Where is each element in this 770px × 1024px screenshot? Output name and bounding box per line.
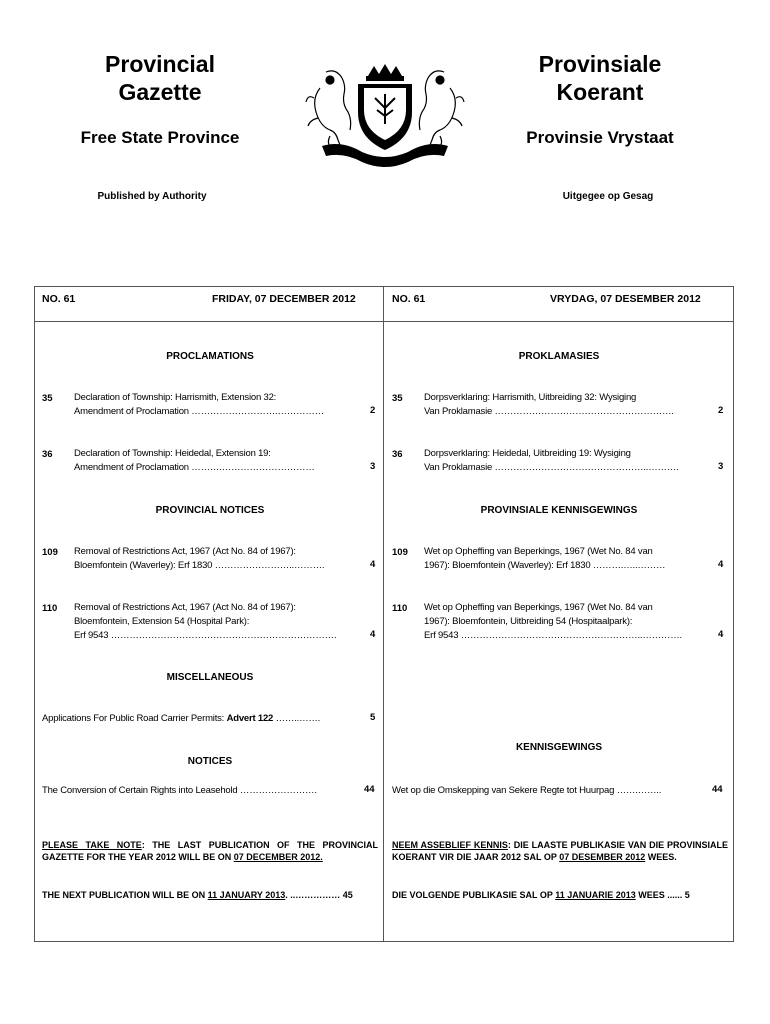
notice-entry-page: 44 (364, 784, 375, 795)
notice-page: 4 (718, 629, 724, 640)
provinsiale-kennisgewings-heading: PROVINSIALE KENNISGEWINGS (480, 505, 638, 516)
notice-number: 109 (42, 547, 58, 558)
next-publication-end: WEES ...... 5 (635, 890, 690, 900)
notice-line: Erf 9543 …………………………………………………..…………. (424, 630, 682, 641)
english-title-line2: Gazette (118, 79, 202, 105)
notice-line: Erf 9543 ………………………………………………………………. (74, 630, 337, 641)
notice-line: Removal of Restrictions Act, 1967 (Act No. 84 of 1967): (74, 546, 296, 557)
provincial-notices-heading: PROVINCIAL NOTICES (155, 505, 265, 516)
notice-page: 4 (718, 559, 724, 570)
proclamation-line: Declaration of Township: Harrismith, Extension 32: (74, 392, 277, 403)
proclamation-number: 36 (42, 449, 53, 460)
notice-number: 110 (392, 603, 408, 614)
next-publication-page: 45 (342, 890, 353, 900)
proclamation-number: 36 (392, 449, 403, 460)
proclamation-number: 35 (392, 393, 403, 404)
next-publication-body: DIE VOLGENDE PUBLIKASIE SAL OP (392, 890, 556, 900)
notice-entry-page: 44 (712, 784, 723, 795)
notice-line: 1967): Bloemfontein (Waverley): Erf 1830 ……….…..……… (424, 560, 666, 571)
take-note-text (392, 839, 728, 863)
notice-number: 110 (42, 603, 58, 614)
notices-heading: NOTICES (187, 756, 233, 767)
proclamation-line: Dorpsverklaring: Heidedal, Uitbreiding 19: Wysiging (424, 448, 631, 459)
english-province: Free State Province (80, 128, 240, 147)
proclamation-title (424, 391, 674, 419)
proclamation-number: 35 (42, 393, 53, 404)
notice-line: 1967): Bloemfontein, Uitbreiding 54 (Hospitaalpark): (424, 616, 633, 627)
english-published: Published by Authority (97, 191, 207, 202)
miscellaneous-heading: MISCELLANEOUS (166, 672, 254, 683)
proclamation-title (74, 391, 324, 419)
proclamation-line: Amendment of Proclamation ……….………………………… (74, 462, 315, 473)
misc-dots: ……..……. (273, 713, 321, 724)
take-note-label: PLEASE TAKE NOTE (42, 840, 142, 850)
english-title (10, 50, 310, 106)
proclamation-title (424, 447, 679, 475)
coat-of-arms-emblem (300, 58, 470, 170)
afrikaans-title-line2: Koerant (556, 79, 644, 105)
issue-number-right: NO. 61 (392, 293, 426, 305)
issue-number-left: NO. 61 (42, 293, 76, 305)
notice-entry: The Conversion of Certain Rights into Leasehold ……………………. (42, 785, 317, 796)
take-note-text (42, 839, 378, 863)
afrikaans-title (450, 50, 750, 106)
next-publication-text (42, 889, 378, 901)
afrikaans-published: Uitgegee op Gesag (562, 191, 654, 202)
take-note-body: : DIE LAASTE PUBLIKASIE VAN DIE PROVINSIALE KOERANT VIR DIE JAAR 2012 SAL OP (392, 840, 728, 862)
english-title-line1: Provincial (105, 51, 215, 77)
kennisgewings-heading: KENNISGEWINGS (515, 742, 603, 753)
notice-title (74, 601, 336, 643)
header-divider (34, 321, 734, 322)
notice-line: Removal of Restrictions Act, 1967 (Act No. 84 of 1967): (74, 602, 296, 613)
notice-title (424, 601, 682, 643)
notice-title (74, 545, 324, 573)
issue-date-left: FRIDAY, 07 DECEMBER 2012 (212, 293, 356, 305)
next-publication-dots: . ..…………… (285, 890, 341, 900)
take-note-date: 07 DESEMBER 2012 (559, 852, 646, 862)
proklamasies-heading: PROKLAMASIES (518, 351, 600, 362)
take-note-label: NEEM ASSEBLIEF KENNIS (392, 840, 508, 850)
notice-line: Bloemfontein (Waverley): Erf 1830 ……………………..………. (74, 560, 325, 571)
misc-page: 5 (370, 712, 376, 723)
notice-line: Bloemfontein, Extension 54 (Hospital Park): (74, 616, 250, 627)
notice-title (424, 545, 665, 573)
next-publication-date: 11 JANUARIE 2013 (555, 890, 636, 900)
column-divider (383, 286, 384, 942)
next-publication-text (392, 889, 728, 901)
proclamations-heading: PROCLAMATIONS (166, 351, 254, 362)
misc-entry (42, 712, 320, 726)
notice-page: 4 (370, 629, 376, 640)
notice-entry: Wet op die Omskepping van Sekere Regte tot Huurpag …….…….. (392, 785, 662, 796)
notice-number: 109 (392, 547, 408, 558)
proclamation-page: 2 (718, 405, 724, 416)
proclamation-title (74, 447, 315, 475)
notice-line: Wet op Opheffing van Beperkings, 1967 (Wet No. 84 van (424, 546, 653, 557)
proclamation-page: 2 (370, 405, 376, 416)
proclamation-line: Dorpsverklaring: Harrismith, Uitbreiding 32: Wysiging (424, 392, 637, 403)
notice-page: 4 (370, 559, 376, 570)
take-note-body: : THE LAST PUBLICATION OF THE PROVINCIAL GAZETTE FOR THE YEAR 2012 WILL BE ON (42, 840, 379, 862)
issue-date-right: VRYDAG, 07 DESEMBER 2012 (550, 293, 701, 305)
misc-text: Applications For Public Road Carrier Permits: (42, 713, 227, 724)
afrikaans-province: Provinsie Vrystaat (526, 128, 674, 147)
take-note-date: 07 DECEMBER 2012. (233, 852, 323, 862)
proclamation-line: Van Proklamasie …………………………………………..………. (424, 462, 679, 473)
misc-advert: Advert 122 (226, 713, 274, 724)
proclamation-line: Declaration of Township: Heidedal, Extension 19: (74, 448, 271, 459)
take-note-end: WEES. (645, 852, 677, 862)
proclamation-line: Amendment of Proclamation ……………………….…………… (74, 406, 324, 417)
proclamation-page: 3 (718, 461, 724, 472)
notice-line: Wet op Opheffing van Beperkings, 1967 (Wet No. 84 van (424, 602, 653, 613)
next-publication-body: THE NEXT PUBLICATION WILL BE ON (42, 890, 208, 900)
afrikaans-title-line1: Provinsiale (538, 51, 662, 77)
proclamation-line: Van Proklamasie …………………………………………………. (424, 406, 674, 417)
next-publication-date: 11 JANUARY 2013 (207, 890, 286, 900)
proclamation-page: 3 (370, 461, 376, 472)
